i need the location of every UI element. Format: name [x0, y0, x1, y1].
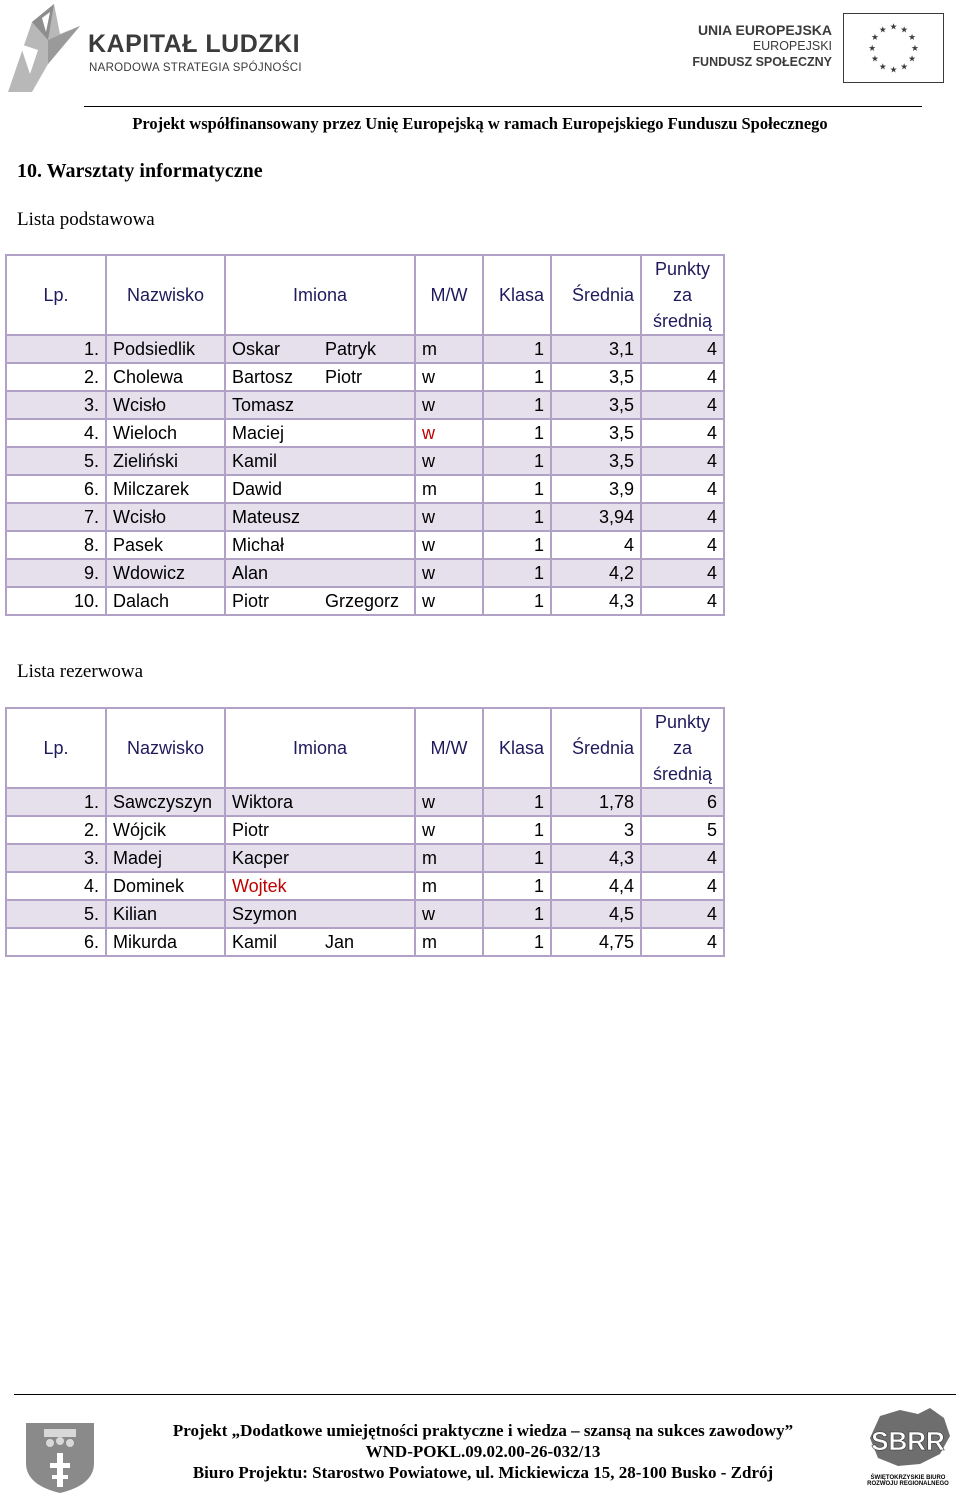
table-row [6, 447, 724, 475]
cell-mw: w [415, 816, 483, 844]
cell-punkty: 5 [641, 816, 724, 844]
cell-lp: 5. [6, 447, 106, 475]
col-punkty-header [641, 255, 724, 335]
cell-lp: 4. [6, 419, 106, 447]
cell-imiona [225, 419, 415, 447]
cell-nazwisko: Milczarek [106, 475, 225, 503]
footer-line-1: Projekt „Dodatkowe umiejętności praktyczne i wiedza – szansą na sukces zawodowy” [172, 1421, 794, 1440]
cell-mw: w [415, 419, 483, 447]
col-lp-header: Lp. [6, 255, 106, 335]
sbrr-name-2: ROZWOJU REGIONALNEGO [867, 1481, 949, 1487]
cell-punkty: 4 [641, 363, 724, 391]
cell-punkty: 4 [641, 419, 724, 447]
cell-lp: 3. [6, 844, 106, 872]
table-row [6, 391, 724, 419]
cell-mw: w [415, 559, 483, 587]
first-name: Wiktora [232, 791, 294, 812]
col-imiona-header: Imiona [225, 708, 415, 788]
cell-mw: w [415, 587, 483, 615]
eu-flag-icon [843, 13, 944, 83]
cell-klasa: 1 [483, 559, 551, 587]
table-row [6, 531, 724, 559]
cell-punkty: 4 [641, 587, 724, 615]
cell-punkty: 4 [641, 928, 724, 956]
cell-lp: 6. [6, 475, 106, 503]
cell-srednia: 3,5 [551, 391, 641, 419]
cell-klasa: 1 [483, 419, 551, 447]
cell-mw: w [415, 447, 483, 475]
reserve-list-table [5, 707, 725, 957]
kapital-ludzki-title: KAPITAŁ LUDZKI [88, 30, 301, 58]
eu-line-2: EUROPEJSKI [752, 39, 832, 53]
eu-star-icon: ★ [900, 25, 909, 36]
footer-line-3: Biuro Projektu: Starostwo Powiatowe, ul. Mickiewicza 15, 28-100 Busko - Zdrój [192, 1463, 774, 1482]
col-nazwisko-header: Nazwisko [106, 255, 225, 335]
cell-lp: 8. [6, 531, 106, 559]
col-klasa-header: Klasa [483, 708, 551, 788]
cell-punkty: 4 [641, 559, 724, 587]
cell-klasa: 1 [483, 531, 551, 559]
basic-list-body [6, 335, 724, 615]
cell-nazwisko: Zieliński [106, 447, 225, 475]
first-name: Dawid [232, 478, 283, 499]
col-srednia-header: Średnia [551, 255, 641, 335]
cell-klasa: 1 [483, 475, 551, 503]
cell-klasa: 1 [483, 788, 551, 816]
sbrr-name-1: ŚWIĘTOKRZYSKIE BIURO [870, 1475, 946, 1481]
cell-nazwisko: Madej [106, 844, 225, 872]
footer-project-info [100, 1420, 866, 1483]
cell-mw: m [415, 844, 483, 872]
cell-lp: 1. [6, 788, 106, 816]
col-punkty-line-1: Punkty [654, 712, 711, 732]
cell-lp: 5. [6, 900, 106, 928]
page-header [0, 0, 960, 145]
cell-mw: w [415, 503, 483, 531]
table-header-row [6, 708, 724, 788]
cell-punkty: 4 [641, 872, 724, 900]
col-imiona-header: Imiona [225, 255, 415, 335]
cell-nazwisko: Pasek [106, 531, 225, 559]
basic-list-table [5, 254, 725, 616]
eu-star-icon: ★ [878, 25, 887, 36]
cell-imiona [225, 391, 415, 419]
col-punkty-header [641, 708, 724, 788]
cell-srednia: 1,78 [551, 788, 641, 816]
eu-star-icon: ★ [908, 33, 916, 44]
cell-klasa: 1 [483, 391, 551, 419]
table-row [6, 335, 724, 363]
county-crest-icon [24, 1419, 96, 1494]
eu-star-icon: ★ [889, 22, 898, 33]
cell-srednia: 4,75 [551, 928, 641, 956]
first-name: Szymon [232, 903, 298, 924]
first-name: Wojtek [232, 875, 287, 896]
cell-imiona [225, 531, 415, 559]
table-row [6, 419, 724, 447]
eu-star-icon: ★ [871, 33, 879, 44]
col-srednia-header: Średnia [551, 708, 641, 788]
eu-line-1: UNIA EUROPEJSKA [697, 22, 832, 38]
col-punkty-line-2: za [672, 738, 692, 758]
col-klasa-header: Klasa [483, 255, 551, 335]
cell-nazwisko: Cholewa [106, 363, 225, 391]
cell-mw: m [415, 872, 483, 900]
cell-klasa: 1 [483, 900, 551, 928]
cell-lp: 1. [6, 335, 106, 363]
eu-star-icon: ★ [878, 62, 887, 73]
eu-star-icon: ★ [908, 54, 916, 65]
first-name: Kamil [232, 931, 278, 952]
cell-klasa: 1 [483, 872, 551, 900]
cell-klasa: 1 [483, 363, 551, 391]
cell-imiona [225, 844, 415, 872]
page-title: 10. Warsztaty informatyczne [17, 160, 263, 182]
col-lp-header: Lp. [6, 708, 106, 788]
table-header-row [6, 255, 724, 335]
table-row [6, 363, 724, 391]
second-name: Piotr [325, 366, 363, 387]
cell-srednia: 4,2 [551, 559, 641, 587]
cell-lp: 2. [6, 363, 106, 391]
cell-nazwisko: Sawczyszyn [106, 788, 225, 816]
eu-line-3: FUNDUSZ SPOŁECZNY [692, 55, 832, 69]
cell-nazwisko: Wójcik [106, 816, 225, 844]
table-row [6, 559, 724, 587]
cell-nazwisko: Wcisło [106, 391, 225, 419]
sbrr-logo [860, 1408, 956, 1494]
cell-lp: 4. [6, 872, 106, 900]
cell-imiona [225, 335, 415, 363]
cell-srednia: 3 [551, 816, 641, 844]
reserve-list-body [6, 788, 724, 956]
cell-nazwisko: Kilian [106, 900, 225, 928]
table-row [6, 872, 724, 900]
cell-klasa: 1 [483, 844, 551, 872]
table-row [6, 900, 724, 928]
sbrr-logo-text: SBRR [871, 1426, 945, 1456]
kapital-ludzki-logo-icon [2, 4, 80, 94]
col-punkty-line-1: Punkty [654, 259, 711, 279]
eu-star-icon: ★ [900, 62, 909, 73]
col-punkty-line-3: średnią [652, 764, 713, 784]
cell-punkty: 4 [641, 900, 724, 928]
cell-srednia: 3,1 [551, 335, 641, 363]
first-name: Alan [232, 562, 269, 583]
cell-nazwisko: Dalach [106, 587, 225, 615]
cell-klasa: 1 [483, 816, 551, 844]
cell-srednia: 3,5 [551, 419, 641, 447]
cell-srednia: 3,94 [551, 503, 641, 531]
cell-klasa: 1 [483, 447, 551, 475]
cell-srednia: 3,9 [551, 475, 641, 503]
col-punkty-line-2: za [672, 285, 692, 305]
cell-mw: m [415, 335, 483, 363]
first-name: Mateusz [232, 506, 301, 527]
first-name: Piotr [232, 819, 270, 840]
cell-nazwisko: Wdowicz [106, 559, 225, 587]
first-name: Tomasz [232, 394, 295, 415]
cell-imiona [225, 503, 415, 531]
col-mw-header: M/W [415, 255, 483, 335]
cell-lp: 2. [6, 816, 106, 844]
cell-punkty: 4 [641, 844, 724, 872]
cell-srednia: 4,4 [551, 872, 641, 900]
cell-imiona [225, 788, 415, 816]
cell-srednia: 4,5 [551, 900, 641, 928]
col-punkty-line-3: średnią [652, 311, 713, 331]
cell-nazwisko: Podsiedlik [106, 335, 225, 363]
cell-punkty: 4 [641, 503, 724, 531]
eu-label [652, 22, 832, 70]
cell-mw: m [415, 928, 483, 956]
basic-list-label: Lista podstawowa [17, 209, 155, 230]
table-row [6, 503, 724, 531]
cell-srednia: 3,5 [551, 363, 641, 391]
eu-star-icon: ★ [868, 43, 877, 54]
table-row [6, 788, 724, 816]
cell-mw: w [415, 363, 483, 391]
cell-nazwisko: Dominek [106, 872, 225, 900]
cell-imiona [225, 900, 415, 928]
cell-lp: 3. [6, 391, 106, 419]
col-nazwisko-header: Nazwisko [106, 708, 225, 788]
cell-lp: 9. [6, 559, 106, 587]
sbrr-map-icon [860, 1408, 956, 1470]
cell-punkty: 4 [641, 391, 724, 419]
cell-nazwisko: Wcisło [106, 503, 225, 531]
reserve-list-label: Lista rezerwowa [17, 661, 144, 682]
eu-star-icon: ★ [889, 65, 898, 76]
cell-imiona [225, 447, 415, 475]
cell-lp: 10. [6, 587, 106, 615]
first-name: Michał [232, 534, 285, 555]
cell-srednia: 3,5 [551, 447, 641, 475]
cell-mw: w [415, 788, 483, 816]
cell-imiona [225, 363, 415, 391]
cell-imiona [225, 928, 415, 956]
cell-punkty: 4 [641, 335, 724, 363]
cell-punkty: 4 [641, 531, 724, 559]
cell-imiona [225, 816, 415, 844]
cell-srednia: 4,3 [551, 844, 641, 872]
cell-nazwisko: Mikurda [106, 928, 225, 956]
cell-mw: w [415, 531, 483, 559]
second-name: Grzegorz [325, 590, 400, 611]
cell-punkty: 6 [641, 788, 724, 816]
cell-mw: w [415, 900, 483, 928]
cell-srednia: 4 [551, 531, 641, 559]
table-row [6, 844, 724, 872]
header-divider [84, 106, 922, 107]
col-mw-header: M/W [415, 708, 483, 788]
cell-srednia: 4,3 [551, 587, 641, 615]
cell-klasa: 1 [483, 503, 551, 531]
cell-punkty: 4 [641, 475, 724, 503]
cell-klasa: 1 [483, 587, 551, 615]
cell-imiona [225, 559, 415, 587]
cell-imiona [225, 872, 415, 900]
cell-mw: w [415, 391, 483, 419]
table-row [6, 475, 724, 503]
footer-line-2: WND-POKL.09.02.00-26-032/13 [365, 1442, 601, 1461]
cell-imiona [225, 587, 415, 615]
cell-klasa: 1 [483, 928, 551, 956]
eu-star-icon: ★ [910, 43, 919, 54]
cofinancing-note: Projekt współfinansowany przez Unię Europejską w ramach Europejskiego Funduszu Społecznego [132, 114, 828, 133]
table-row [6, 587, 724, 615]
cell-mw: m [415, 475, 483, 503]
cell-nazwisko: Wieloch [106, 419, 225, 447]
cell-klasa: 1 [483, 335, 551, 363]
first-name: Oskar [232, 338, 281, 359]
cell-imiona [225, 475, 415, 503]
first-name: Kamil [232, 450, 278, 471]
first-name: Bartosz [232, 366, 294, 387]
first-name: Kacper [232, 847, 290, 868]
table-row [6, 928, 724, 956]
cell-lp: 7. [6, 503, 106, 531]
footer-divider [14, 1394, 956, 1395]
cell-punkty: 4 [641, 447, 724, 475]
table-row [6, 816, 724, 844]
second-name: Jan [325, 931, 355, 952]
first-name: Piotr [232, 590, 270, 611]
kapital-ludzki-subtitle: NARODOWA STRATEGIA SPÓJNOŚCI [89, 62, 302, 74]
first-name: Maciej [232, 422, 285, 443]
second-name: Patryk [325, 338, 377, 359]
eu-star-icon: ★ [871, 54, 879, 65]
cell-lp: 6. [6, 928, 106, 956]
